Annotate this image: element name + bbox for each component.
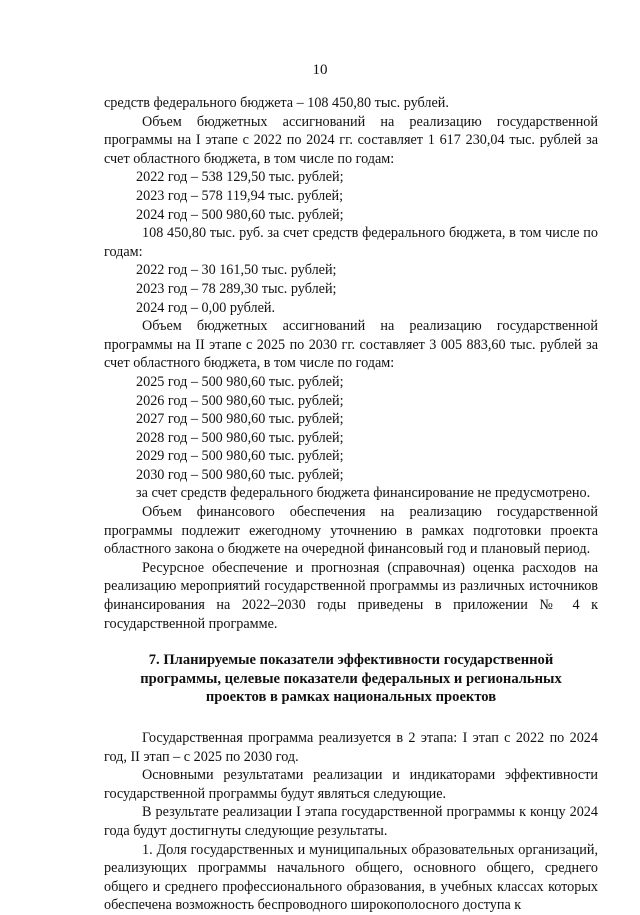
stage1-federal-year-2024: 2024 год – 0,00 рублей. [136,299,276,316]
paragraph-stage2-federal: за счет средств федерального бюджета финансирование не предусмотрено. [136,485,591,502]
paragraph-item-1: 1. Доля государственных и муниципальных образовательных организаций, реализующих программы начального общего, основного общего, среднего общего и среднего профессионального образования, в учебных классах которых обеспечена возможность беспроводного широкополосного доступа к [104,841,598,914]
stage1-federal-year-2023: 2023 год – 78 289,30 тыс. рублей; [136,280,337,297]
paragraph-stage1-federal: 108 450,80 тыс. руб. за счет средств федерального бюджета, в том числе по годам: [104,225,598,260]
paragraph-stages: Государственная программа реализуется в 2 этапа: I этап с 2022 по 2024 год, II этап – с 2025 по 2030 год. [104,730,598,765]
stage2-year-2025: 2025 год – 500 980,60 тыс. рублей; [136,373,344,390]
paragraph-stage2-intro: Объем бюджетных ассигнований на реализацию государственной программы на II этапе с 2025 по 2030 гг. составляет 3 005 883,60 тыс. рублей за счет областного бюджета, в том числе по годам: [104,318,598,372]
stage1-regional-year-2023: 2023 год – 578 119,94 тыс. рублей; [136,187,344,204]
stage2-year-2027: 2027 год – 500 980,60 тыс. рублей; [136,411,344,428]
stage2-year-2030: 2030 год – 500 980,60 тыс. рублей; [136,466,344,483]
paragraph-stage1-results: В результате реализации I этапа государственной программы к концу 2024 года будут достигнуты следующие результаты. [104,804,598,839]
page-content [104,94,598,915]
stage2-year-2028: 2028 год – 500 980,60 тыс. рублей; [136,429,344,446]
page-number: 10 [312,62,328,78]
stage1-regional-year-2022: 2022 год – 538 129,50 тыс. рублей; [136,169,344,186]
stage1-regional-year-2024: 2024 год – 500 980,60 тыс. рублей; [136,206,344,223]
stage1-federal-year-2022: 2022 год – 30 161,50 тыс. рублей; [136,262,337,279]
paragraph-annual-adjustment: Объем финансового обеспечения на реализацию государственной программы подлежит ежегодному уточнению в рамках подготовки проекта областного закона о бюджете на очередной финансовый год и плановый период. [104,504,598,558]
paragraph-federal-total: средств федерального бюджета – 108 450,80 тыс. рублей. [104,95,449,111]
paragraph-results: Основными результатами реализации и индикаторами эффективности государственной программы будут являться следующие. [104,767,598,802]
stage2-year-2026: 2026 год – 500 980,60 тыс. рублей; [136,392,344,409]
section-7-heading: 7. Планируемые показатели эффективности государственной программы, целевые показатели федеральных и региональных проектов в рамках национальных проектов [140,652,562,706]
paragraph-resource-provision: Ресурсное обеспечение и прогнозная (справочная) оценка расходов на реализацию мероприятий государственной программы из различных источников финансирования на 2022–2030 годы приведены в приложении № 4 к государственной программе. [104,559,598,632]
paragraph-stage1-intro: Объем бюджетных ассигнований на реализацию государственной программы на I этапе с 2022 по 2024 гг. составляет 1 617 230,04 тыс. рублей за счет областного бюджета, в том числе по годам: [104,113,598,167]
stage2-year-2029: 2029 год – 500 980,60 тыс. рублей; [136,448,344,465]
